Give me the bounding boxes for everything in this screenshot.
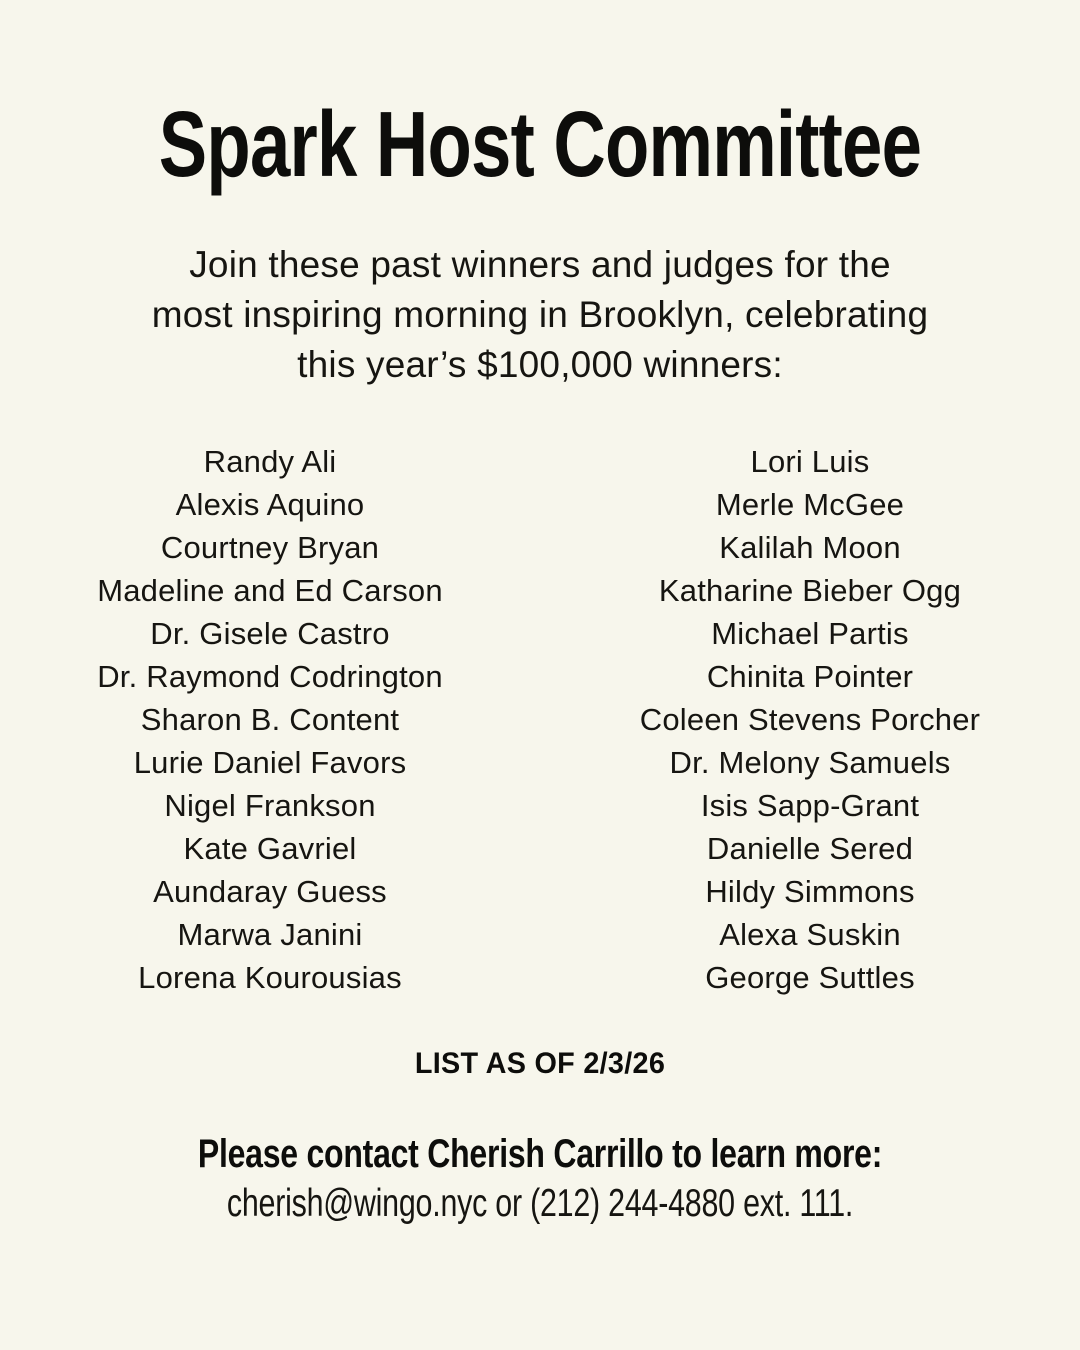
committee-member-name: Kalilah Moon [719, 530, 901, 565]
intro-line: Join these past winners and judges for the [189, 244, 891, 285]
committee-member-name: Aundaray Guess [153, 874, 387, 909]
intro-line: most inspiring morning in Brooklyn, celebrating [151, 294, 929, 335]
committee-member-name: Coleen Stevens Porcher [639, 702, 981, 737]
committee-member-name: Sharon B. Content [140, 702, 400, 737]
committee-member-name: Isis Sapp-Grant [700, 788, 920, 823]
contact-heading: Please contact Cherish Carrillo to learn more: [197, 1132, 883, 1176]
committee-member-name: Dr. Gisele Castro [150, 616, 390, 651]
committee-member-name: Hildy Simmons [705, 874, 915, 909]
committee-right-column [540, 440, 1080, 999]
committee-member-name: Nigel Frankson [164, 788, 376, 823]
committee-member-name: Chinita Pointer [706, 659, 914, 694]
committee-member-name: Randy Ali [203, 444, 337, 479]
committee-member-name: Dr. Raymond Codrington [97, 659, 443, 694]
committee-member-name: Courtney Bryan [160, 530, 380, 565]
committee-member-name: George Suttles [705, 960, 915, 995]
committee-member-name: Alexa Suskin [719, 917, 901, 952]
committee-member-name: Lurie Daniel Favors [133, 745, 407, 780]
intro-paragraph [0, 240, 1080, 390]
committee-member-name: Katharine Bieber Ogg [658, 573, 962, 608]
committee-member-name: Merle McGee [715, 487, 905, 522]
intro-line: this year’s $100,000 winners: [297, 344, 783, 385]
committee-member-name: Kate Gavriel [183, 831, 357, 866]
committee-member-name: Dr. Melony Samuels [669, 745, 951, 780]
page-title: Spark Host Committee [158, 92, 922, 196]
committee-name-columns [0, 440, 1080, 999]
committee-member-name: Danielle Sered [706, 831, 914, 866]
committee-member-name: Madeline and Ed Carson [97, 573, 443, 608]
committee-member-name: Lori Luis [750, 444, 870, 479]
contact-details: cherish@wingo.nyc or (212) 244-4880 ext. 111. [226, 1182, 854, 1225]
committee-left-column [0, 440, 540, 999]
committee-member-name: Marwa Janini [177, 917, 363, 952]
committee-member-name: Alexis Aquino [175, 487, 365, 522]
committee-member-name: Lorena Kourousias [138, 960, 402, 995]
committee-member-name: Michael Partis [711, 616, 909, 651]
list-as-of-note: LIST AS OF 2/3/26 [414, 1047, 666, 1080]
